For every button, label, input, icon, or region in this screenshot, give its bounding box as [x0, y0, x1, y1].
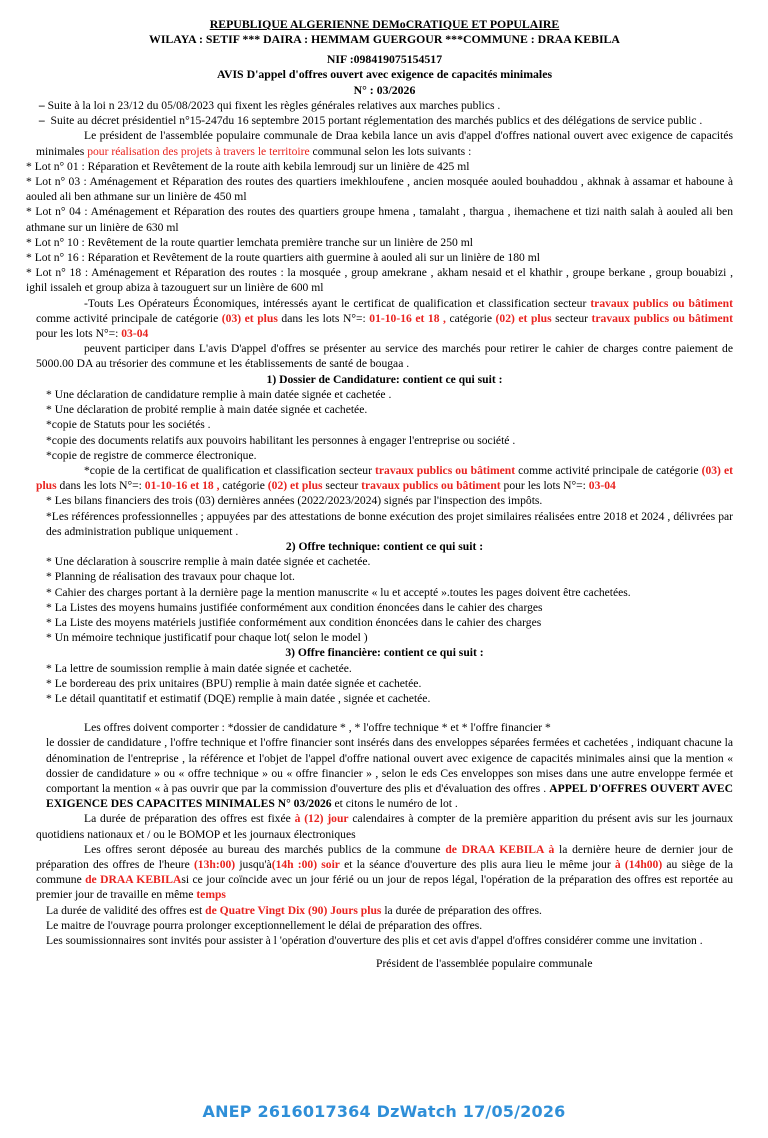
- deposit-text: et la séance d'ouverture des plis aura lieu le même jour: [339, 857, 615, 871]
- validity-text: la durée de préparation des offres.: [381, 903, 542, 917]
- sector-highlight: travaux publics ou bâtiment: [590, 296, 733, 310]
- extension-paragraph: Le maitre de l'ouvrage pourra prolonger exceptionnellement le délai de préparation des offres.: [46, 918, 483, 932]
- list-item: * Le détail quantitatif et estimatif (DQE) remplie à main datée , signée et cachetée.: [46, 691, 431, 705]
- time-highlight: temps: [196, 888, 226, 902]
- intro-red-text: pour réalisation des projets à travers le territoire: [87, 144, 310, 158]
- admin-heading: WILAYA : SETIF *** DAIRA : HEMMAM GUERGOUR ***COMMUNE : DRAA KEBILA: [149, 32, 620, 47]
- envelopes-paragraph: [36, 735, 733, 811]
- operators-paragraph: [36, 296, 733, 342]
- spacer: [36, 706, 733, 720]
- sector-highlight: travaux publics ou bâtiment: [361, 479, 501, 493]
- nif-line: NIF :098419075154517: [326, 51, 443, 66]
- list-item: * Les bilans financiers des trois (03) dernières années (2022/2023/2024) signés par l'inspection des impôts.: [46, 494, 543, 508]
- time-highlight: à (14h00): [614, 857, 663, 871]
- list-item: * La Liste des moyens matériels justifiée conformément aux condition énoncées dans le cahier des charges: [46, 615, 542, 629]
- list-item: * Cahier des charges portant à la dernière page la mention manuscrite « lu et accepté ».toutes les pages doivent être cachetées.: [46, 585, 631, 599]
- lots-highlight: 03-04: [121, 327, 149, 341]
- category-highlight: (03) et plus: [36, 463, 733, 493]
- category-highlight: (03) et plus: [221, 311, 278, 325]
- list-item: * Le bordereau des prix unitaires (BPU) remplie à main datée signée et cachetée.: [46, 676, 422, 690]
- category-highlight: (02) et plus: [267, 479, 323, 493]
- deposit-text: Les offres seront déposée au bureau des marchés publics de la commune: [84, 842, 446, 856]
- lots-highlight: 01-10-16 et 18 ,: [144, 479, 220, 493]
- lot-item: * Lot n° 18 : Aménagement et Réparation des routes : la mosquée , group amekrane , akham nesaid et el khathir , groupe berkane , group bouabizi , ighil issaleh et group abiza à tazouguert sur un linière de 600 ml: [26, 266, 733, 295]
- operators-text: secteur: [551, 311, 592, 325]
- intro-law: – Suite à la loi n 23/12 du 05/08/2023 qui fixent les règles générales relatives aux marches publics .: [38, 99, 501, 113]
- lot-item: * Lot n° 01 : Réparation et Revêtement de la route aith kebila lemroudj sur un linière de 425 ml: [26, 159, 470, 173]
- intro-decree-text: Suite au décret présidentiel n°15-247du 16 septembre 2015 portant réglementation des marchés publics et des délégations de service public .: [50, 114, 703, 128]
- intro-law-text: Suite à la loi n 23/12 du 05/08/2023 qui fixent les règles générales relatives aux marches publics .: [47, 99, 501, 113]
- deposit-text: jusqu'à: [235, 857, 272, 871]
- deposit-paragraph: [36, 842, 733, 903]
- certificate-text: *copie de la certificat de qualification et classification secteur: [84, 463, 376, 477]
- certificate-text: catégorie: [219, 479, 268, 493]
- validity-paragraph: [36, 903, 733, 918]
- list-item: * La lettre de soumission remplie à main datée signée et cachetée.: [46, 661, 352, 675]
- list-item: * La Listes des moyens humains justifiée conformément aux condition énoncées dans le cahier des charges: [46, 600, 543, 614]
- intro-president: [36, 128, 733, 158]
- notice-number: N° : 03/2026: [353, 82, 416, 97]
- signature: Président de l'assemblée populaire communale: [376, 957, 593, 971]
- envelopes-text: le dossier de candidature , l'offre technique et l'offre financier sont insérés dans des enveloppes séparées fermées et cachetées , indiquant chacune la dénomination de l'entreprise , la référence et l'objet de l'appel d'offre national ouvert avec exigence de capacités minimales ainsi que la mention « dossier de candidature » ou « offre technique » ou « offre financier » , selon le eds Ces enveloppes son mises dans une autre enveloppe fermée et comportant la mention « à pas ouvrir que par la commission d'ouverture des plis et d'évaluation des offres .: [46, 736, 733, 795]
- lot-item: * Lot n° 04 : Aménagement et Réparation des routes des quartiers groupe hmena , tamalaht , thargua , ihemachene et tizi naith salah à aouled ali ben athmane sur un linière de 630 ml: [26, 205, 733, 234]
- intro-president-text: Le président de l'assemblée populaire communale de Draa kebila lance un avis d'appel d'offres national ouvert avec exigence de capacités minimales: [36, 129, 733, 158]
- deposit-text: si ce jour coïncide avec un jour férié ou un jour de repos légal, l'opération de la préparation des offres est reportée au premier jour de travaille en même: [36, 873, 734, 902]
- duration-text: calendaires à compter de la première apparition du présent avis sur les journaux quotidiens nationaux et / ou le BOMOP et les journaux électroniques: [36, 812, 733, 841]
- footer-reference: ANEP 2616017364 DzWatch 17/05/2026: [202, 1102, 566, 1121]
- republic-heading: REPUBLIQUE ALGERIENNE DEMoCRATIQUE ET POPULAIRE: [209, 17, 560, 31]
- preparation-duration: [36, 811, 733, 841]
- duration-text: La durée de préparation des offres est fixée: [84, 812, 295, 826]
- operators-participation: peuvent participer dans L'avis D'appel d'offres se présenter au service des marchés pour retirer le cahier de charges contre paiement de 5000.00 DA au trésorier des commune et les établissements de santé de bougaa .: [36, 342, 733, 371]
- lots-highlight: 03-04: [588, 479, 616, 493]
- operators-text: pour les lots N°=:: [36, 327, 122, 341]
- notice-title: AVIS D'appel d'offres ouvert avec exigence de capacités minimales: [216, 67, 553, 82]
- section-technique-title: 2) Offre technique: contient ce qui suit :: [285, 539, 484, 553]
- list-item: *copie de registre de commerce électronique.: [46, 448, 257, 462]
- validity-text: La durée de validité des offres est: [46, 903, 206, 917]
- lots-list: [26, 159, 733, 296]
- commune-highlight: de DRAA KEBILA: [85, 873, 182, 887]
- certificate-text: comme activité principale de catégorie: [515, 463, 702, 477]
- list-item: * Une déclaration de candidature remplie à main datée signée et cachetée .: [46, 387, 392, 401]
- section-candidature-title: 1) Dossier de Candidature: contient ce qui suit :: [266, 372, 503, 386]
- certificate-text: dans les lots N°=:: [56, 479, 145, 493]
- operators-text: -Touts Les Opérateurs Économiques, intéressés ayant le certificat de qualification et classification secteur: [84, 296, 591, 310]
- lot-item: * Lot n° 16 : Réparation et Revêtement de la route quartiers aith guermine à aouled ali sur un linière de 180 ml: [26, 251, 540, 265]
- offers-composition: Les offres doivent comporter : *dossier de candidature * , * l'offre technique * et * l'offre financier *: [84, 721, 551, 735]
- list-item: *copie des documents relatifs aux pouvoirs habilitant les personnes à engager l'entreprise ou société .: [46, 433, 516, 447]
- lots-highlight: 01-10-16 et 18 ,: [369, 311, 446, 325]
- sector-highlight: travaux publics ou bâtiment: [375, 463, 516, 477]
- commune-highlight: de DRAA KEBILA à: [445, 842, 555, 856]
- duration-highlight: à (12) jour: [294, 812, 349, 826]
- deposit-text: au siège de la commune: [36, 857, 733, 887]
- envelope-mention: APPEL D'OFFRES OUVERT AVEC EXIGENCE DES CAPACITES MINIMALES N° 03/2026: [46, 781, 734, 811]
- time-highlight: (14h :00) soir: [271, 857, 340, 871]
- envelopes-text: et citons le numéro de lot .: [331, 797, 458, 811]
- section-financiere-title: 3) Offre financière: contient ce qui suit :: [285, 646, 484, 660]
- operators-text: comme activité principale de catégorie: [36, 311, 222, 325]
- list-item: *Les références professionnelles ; appuyées par des attestations de bonne exécution des projet similaires réalisées entre 2018 et 2024 , délivrées par des administration publique uniquement .: [46, 509, 733, 538]
- list-item: *copie de Statuts pour les sociétés .: [46, 418, 211, 432]
- category-highlight: (02) et plus: [495, 311, 552, 325]
- invitation-paragraph: Les soumissionnaires sont invités pour assister à l 'opération d'ouverture des plis et cet avis d'appel d'offres considérer comme une invitation .: [46, 934, 703, 947]
- lot-item: * Lot n° 10 : Revêtement de la route quartier lemchata première tranche sur un linière de 250 ml: [26, 235, 473, 249]
- validity-highlight: de Quatre Vingt Dix (90) Jours plus: [205, 903, 382, 917]
- operators-text: catégorie: [445, 311, 496, 325]
- list-item: * Une déclaration à souscrire remplie à main datée signée et cachetée.: [46, 555, 371, 569]
- list-item: * Une déclaration de probité remplie à main datée signée et cachetée.: [46, 403, 368, 417]
- time-highlight: (13h:00): [193, 857, 236, 871]
- document-body: [26, 17, 734, 971]
- deposit-text: la dernière heure de dernier jour de préparation des offres de l'heure: [36, 842, 733, 871]
- list-item: * Planning de réalisation des travaux pour chaque lot.: [46, 570, 295, 584]
- list-item: * Un mémoire technique justificatif pour chaque lot( selon le model ): [46, 631, 368, 645]
- intro-decree: – Suite au décret présidentiel n°15-247du 16 septembre 2015 portant réglementation des marchés publics et des délégations de service public .: [38, 114, 703, 128]
- sector-highlight: travaux publics ou bâtiment: [591, 311, 733, 325]
- certificate-item: [36, 463, 733, 493]
- intro-president-end: communal selon les lots suivants :: [309, 144, 472, 158]
- operators-text: dans les lots N°=:: [277, 311, 370, 325]
- certificate-text: secteur: [322, 479, 362, 493]
- certificate-text: pour les lots N°=:: [500, 479, 589, 493]
- lot-item: * Lot n° 03 : Aménagement et Réparation des routes des quartiers imekhloufene , ancien mosquée aouled bouhaddou , akhnak à assamar et haboune à aouled ali ben athmane sur un linière de 450 ml: [26, 175, 733, 204]
